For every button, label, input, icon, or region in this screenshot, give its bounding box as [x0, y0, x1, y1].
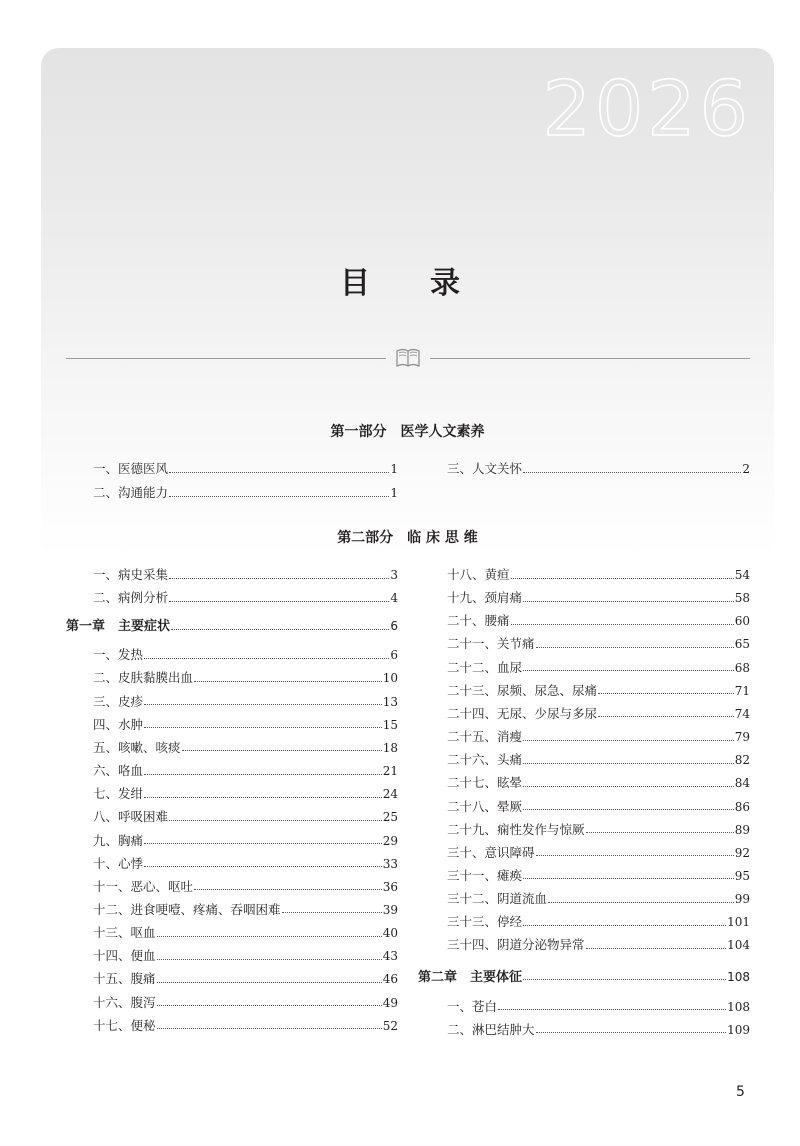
toc-entry-label: 一、发热 — [93, 647, 144, 663]
leader-dots — [523, 786, 734, 787]
toc-entry-label: 二十、腰痛 — [447, 613, 510, 629]
toc-entry-page: 10 — [382, 671, 398, 686]
toc-entry-label: 三十、意识障碍 — [447, 844, 535, 860]
toc-entry-label: 三十二、阴道流血 — [447, 891, 548, 907]
toc-entry-label: 二十三、尿频、尿急、尿痛 — [447, 682, 598, 698]
leader-dots — [144, 658, 389, 659]
toc-entry[interactable] — [93, 1016, 398, 1036]
toc-entry-label: 一、医德医风 — [93, 461, 169, 476]
leader-dots — [586, 948, 727, 949]
leader-dots — [523, 763, 734, 764]
toc-entry-page: 39 — [382, 902, 398, 917]
toc-entry[interactable] — [93, 784, 398, 804]
leader-dots — [144, 774, 382, 775]
leader-dots — [282, 912, 382, 913]
toc-entry[interactable] — [447, 1020, 750, 1040]
toc-entry[interactable] — [93, 761, 398, 781]
toc-entry-page: 108 — [727, 999, 750, 1014]
toc-entry-page: 79 — [734, 730, 750, 745]
toc-entry-page: 29 — [382, 833, 398, 848]
toc-entry-label: 二、病例分析 — [93, 590, 169, 606]
toc-entry[interactable] — [447, 634, 750, 654]
toc-entry-label: 第一章 主要症状 — [66, 619, 171, 635]
toc-entry-page: 43 — [382, 949, 398, 964]
leader-dots — [498, 1009, 726, 1010]
leader-dots — [144, 797, 382, 798]
toc-entry[interactable] — [447, 658, 750, 678]
leader-dots — [157, 936, 382, 937]
toc-entry-page: 4 — [390, 591, 398, 606]
toc-entry[interactable] — [447, 588, 750, 608]
toc-entry[interactable] — [447, 843, 750, 863]
toc-entry[interactable] — [93, 923, 398, 943]
toc-entry-page: 46 — [382, 972, 398, 987]
toc-entry-label: 二、沟通能力 — [93, 485, 169, 500]
toc-entry[interactable] — [93, 807, 398, 827]
toc-entry[interactable] — [93, 715, 398, 735]
leader-dots — [536, 647, 734, 648]
toc-entry[interactable] — [447, 565, 750, 585]
leader-dots — [548, 902, 734, 903]
toc-entry[interactable] — [447, 866, 750, 886]
toc-entry-label: 二十五、消瘦 — [447, 729, 523, 745]
toc-entry-page: 40 — [382, 926, 398, 941]
leader-dots — [523, 979, 726, 980]
leader-dots — [536, 1032, 727, 1033]
part-title: 第二部分 临 床 思 维 — [337, 530, 478, 546]
toc-entry-label: 一、苍白 — [447, 998, 498, 1014]
toc-entry[interactable] — [447, 681, 750, 701]
toc-entry-page: 86 — [734, 799, 750, 814]
toc-entry-page: 108 — [727, 969, 750, 984]
open-book-icon — [394, 347, 422, 369]
toc-entry-page: 101 — [727, 915, 750, 930]
divider-right — [430, 358, 750, 359]
toc-entry[interactable] — [93, 565, 398, 585]
toc-entry-page: 21 — [382, 764, 398, 779]
toc-entry[interactable] — [93, 738, 398, 758]
toc-entry-page: 54 — [734, 568, 750, 582]
toc-entry-page: 71 — [734, 683, 750, 698]
toc-entry[interactable] — [93, 483, 398, 503]
toc-entry[interactable] — [447, 997, 750, 1017]
toc-entry[interactable] — [93, 692, 398, 712]
leader-dots — [511, 624, 734, 625]
toc-entry-page: 49 — [382, 995, 398, 1010]
leader-dots — [157, 982, 382, 983]
toc-entry-label: 第二章 主要体征 — [418, 969, 523, 985]
toc-entry[interactable] — [93, 588, 398, 608]
page-number: 5 — [736, 1084, 745, 1100]
leader-dots — [194, 889, 382, 890]
toc-entry[interactable] — [93, 877, 398, 897]
toc-entry[interactable] — [93, 993, 398, 1013]
toc-entry-label: 十三、呕血 — [93, 925, 156, 941]
divider-left — [66, 358, 386, 359]
toc-entry-label: 一、病史采集 — [93, 567, 169, 582]
toc-entry-page: 92 — [734, 845, 750, 860]
toc-entry-page: 95 — [734, 868, 750, 883]
toc-entry-label: 二十一、关节痛 — [447, 636, 535, 652]
leader-dots — [598, 716, 734, 717]
toc-entry-page: 24 — [382, 787, 398, 802]
toc-entry[interactable] — [93, 645, 398, 665]
toc-entry[interactable] — [447, 912, 750, 932]
toc-entry-label: 十七、便秘 — [93, 1017, 156, 1033]
toc-entry-label: 五、咳嗽、咳痰 — [93, 739, 181, 755]
toc-entry[interactable] — [93, 946, 398, 966]
toc-entry[interactable] — [447, 889, 750, 909]
toc-entry-label: 三十四、阴道分泌物异常 — [447, 937, 585, 953]
leader-dots — [523, 878, 734, 879]
leader-dots — [536, 855, 734, 856]
toc-entry-label: 十六、腹泻 — [93, 994, 156, 1010]
toc-entry-page: 82 — [734, 753, 750, 768]
year-watermark: 2026 — [542, 64, 752, 153]
toc-entry-page: 6 — [390, 619, 398, 634]
leader-dots — [144, 843, 382, 844]
toc-entry-page: 99 — [734, 892, 750, 907]
toc-entry-page: 68 — [734, 660, 750, 675]
toc-entry-page: 36 — [382, 879, 398, 894]
toc-entry-page: 2 — [742, 462, 750, 476]
leader-dots — [523, 472, 741, 473]
toc-entry-label: 十五、腹痛 — [93, 971, 156, 987]
toc-entry-page: 109 — [727, 1022, 750, 1037]
toc-entry-label: 二、淋巴结肿大 — [447, 1021, 535, 1037]
toc-entry-page: 13 — [382, 694, 398, 709]
toc-entry-page: 15 — [382, 717, 398, 732]
toc-entry[interactable] — [447, 704, 750, 724]
toc-entry-page: 74 — [734, 706, 750, 721]
toc-entry[interactable] — [447, 459, 750, 479]
toc-entry-page: 104 — [727, 938, 750, 953]
toc-entry-label: 三十三、停经 — [447, 914, 523, 930]
toc-entry-page: 1 — [390, 486, 398, 500]
toc-entry[interactable] — [447, 935, 750, 955]
toc-entry-label: 三、人文关怀 — [447, 461, 523, 476]
toc-entry[interactable] — [93, 668, 398, 688]
leader-dots — [523, 809, 734, 810]
leader-dots — [598, 693, 734, 694]
page-title: 目 录 — [340, 266, 460, 301]
leader-dots — [157, 1028, 382, 1029]
toc-entry-page: 52 — [382, 1018, 398, 1033]
toc-entry-label: 七、发绀 — [93, 786, 144, 802]
toc-entry[interactable] — [447, 820, 750, 840]
toc-entry-page: 33 — [382, 856, 398, 871]
leader-dots — [523, 670, 734, 671]
toc-entry-page: 60 — [734, 614, 750, 629]
toc-entry[interactable] — [447, 750, 750, 770]
toc-entry-page: 18 — [382, 740, 398, 755]
toc-entry-page: 1 — [390, 462, 398, 476]
toc-entry[interactable] — [447, 727, 750, 747]
leader-dots — [586, 832, 734, 833]
toc-entry[interactable] — [93, 831, 398, 851]
toc-entry[interactable] — [93, 969, 398, 989]
toc-entry[interactable] — [93, 854, 398, 874]
leader-dots — [194, 681, 382, 682]
toc-entry-page: 25 — [382, 810, 398, 825]
toc-entry-page: 65 — [734, 637, 750, 652]
toc-entry-label: 二、皮肤黏膜出血 — [93, 670, 194, 686]
header-banner — [41, 48, 774, 558]
toc-entry-label: 三十一、瘫痪 — [447, 867, 523, 883]
toc-entry-label: 二十六、头痛 — [447, 752, 523, 768]
toc-entry-page: 89 — [734, 822, 750, 837]
toc-entry-page: 3 — [390, 568, 398, 582]
leader-dots — [144, 704, 382, 705]
toc-entry[interactable] — [93, 900, 398, 920]
toc-entry-label: 三、皮疹 — [93, 693, 144, 709]
part-title: 第一部分 医学人文素养 — [330, 424, 485, 440]
leader-dots — [523, 925, 726, 926]
leader-dots — [169, 578, 389, 579]
toc-entry-label: 六、咯血 — [93, 763, 144, 779]
leader-dots — [171, 629, 389, 630]
toc-chapter-entry[interactable] — [66, 616, 398, 636]
leader-dots — [523, 740, 734, 741]
leader-dots — [169, 601, 389, 602]
leader-dots — [169, 820, 382, 821]
toc-entry-label: 十、心悸 — [93, 855, 144, 871]
toc-entry-label: 十四、便血 — [93, 948, 156, 964]
leader-dots — [169, 472, 389, 473]
leader-dots — [157, 1005, 382, 1006]
toc-chapter-entry[interactable] — [418, 967, 750, 987]
toc-entry[interactable] — [447, 797, 750, 817]
toc-entry-label: 二十七、眩晕 — [447, 775, 523, 791]
toc-entry-label: 二十四、无尿、少尿与多尿 — [447, 705, 598, 721]
toc-entry-page: 6 — [390, 648, 398, 663]
toc-entry[interactable] — [447, 611, 750, 631]
toc-entry-label: 九、胸痛 — [93, 832, 144, 848]
toc-entry[interactable] — [93, 459, 398, 479]
leader-dots — [511, 578, 734, 579]
leader-dots — [144, 866, 382, 867]
toc-entry-label: 二十八、晕厥 — [447, 798, 523, 814]
leader-dots — [144, 727, 382, 728]
toc-entry-label: 二十九、痫性发作与惊厥 — [447, 821, 585, 837]
leader-dots — [182, 750, 382, 751]
toc-entry[interactable] — [447, 773, 750, 793]
toc-entry-label: 十二、进食哽噎、疼痛、吞咽困难 — [93, 901, 281, 917]
toc-entry-label: 四、水肿 — [93, 716, 144, 732]
toc-entry-label: 二十二、血尿 — [447, 659, 523, 675]
leader-dots — [157, 959, 382, 960]
toc-entry-label: 八、呼吸困难 — [93, 809, 169, 825]
toc-entry-label: 十一、恶心、呕吐 — [93, 878, 194, 894]
leader-dots — [523, 601, 734, 602]
toc-entry-label: 十九、颈肩痛 — [447, 590, 523, 606]
leader-dots — [169, 496, 389, 497]
toc-entry-page: 58 — [734, 591, 750, 606]
toc-entry-page: 84 — [734, 776, 750, 791]
toc-entry-label: 十八、黄疸 — [447, 567, 510, 582]
